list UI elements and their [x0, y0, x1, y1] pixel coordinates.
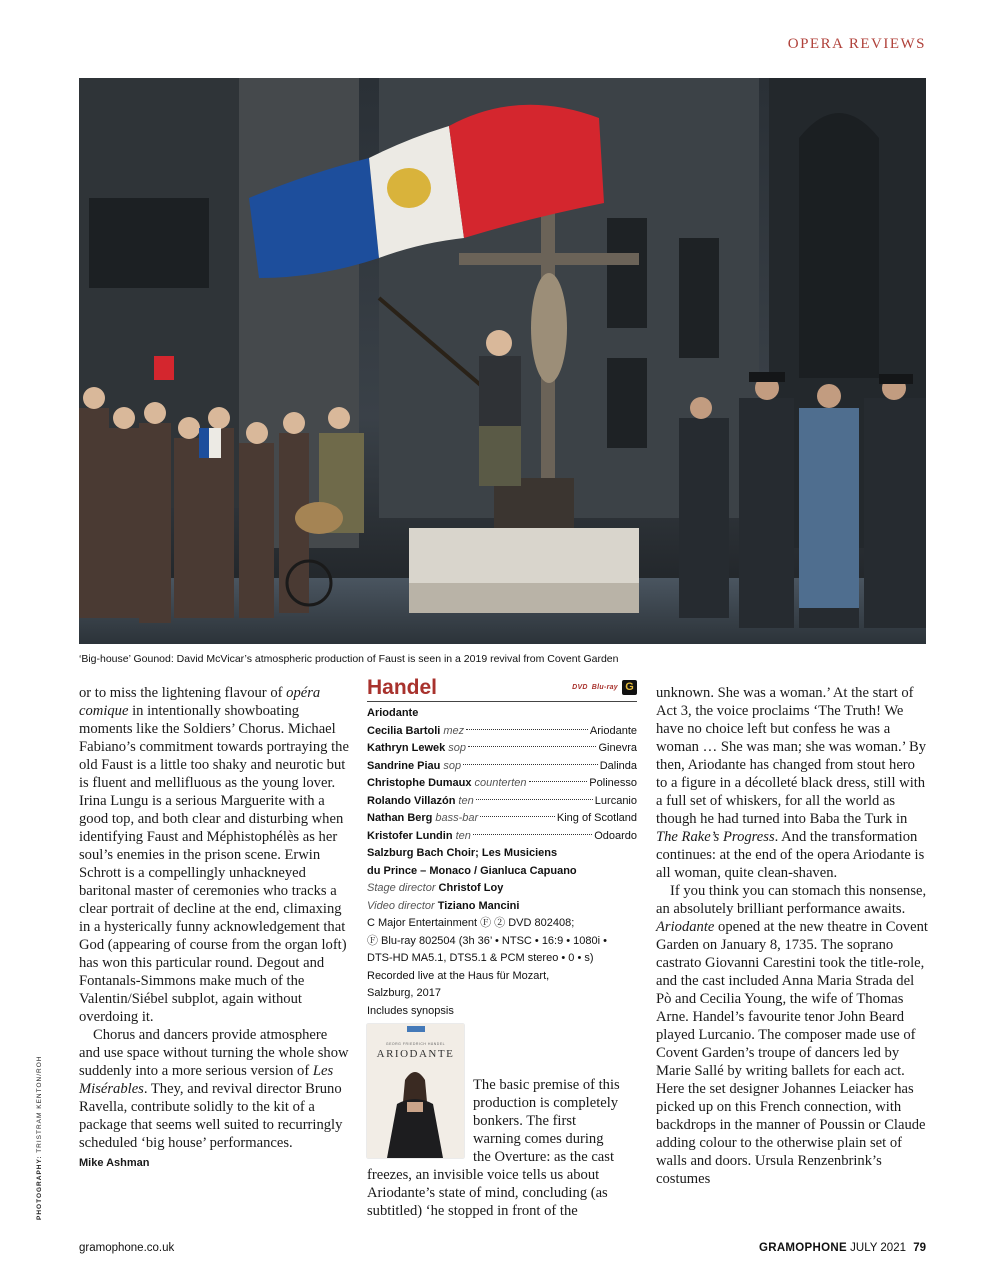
- gramophone-choice-badge-icon: G: [622, 680, 637, 695]
- review-author: Mike Ashman: [79, 1157, 150, 1169]
- release-info-1: C Major Entertainment Ⓕ ② DVD 802408;: [367, 917, 575, 929]
- photo-caption: ‘Big-house’ Gounod: David McVicar’s atmospheric production of Faust is seen in a 2019 revival from Covent Garden: [79, 653, 619, 665]
- stage-director: Stage director Christof Loy: [367, 882, 504, 894]
- page-number: 79: [913, 1242, 926, 1254]
- cast-row: Kristofer Lundin ten Odoardo: [367, 829, 637, 842]
- stage-scene-image: [79, 78, 926, 644]
- cast-row: Kathryn Lewek sop Ginevra: [367, 742, 637, 754]
- issue-date: JULY 2021: [850, 1242, 906, 1254]
- left-paragraph-1: or to miss the lightening flavour of opéra comique in intentionally showboating moments like the Soldiers’ Chorus. Michael Fabiano’s commitment towards portraying the old Faust is a little too shaky and neurotic but is fluent and mellifluous as the young lover. Irina Lungu is a serious Marguerite with a good top, and both clear and disturbing when identifying Faust and Méphistophélès as her soul’s enemies in the prison scene. Erwin Schrott is a compellingly unhackneyed baritonal master of ceremonies who tracks a clear portrait of decline at the end, climaxing in a hysterically funny acknowledgement that God (appearing of course from the organ loft) has won this particular round. Degout and Fontanals-Simmons make much of the Valentin/Siébel subplot, again without overdoing it.: [79, 685, 349, 1025]
- cast-row: Christophe Dumaux counterten Polinesso: [367, 777, 637, 789]
- photo-credit-name: TRISTRAM KENTON/ROH: [36, 1055, 43, 1153]
- composer-name: Handel: [367, 676, 438, 699]
- production-photo: [79, 78, 926, 644]
- section-label: OPERA REVIEWS: [787, 36, 926, 52]
- cast-row: Rolando Villazón ten Lurcanio: [367, 794, 637, 807]
- video-director: Video director Tiziano Mancini: [367, 899, 520, 912]
- footer-folio: [759, 1242, 926, 1254]
- footer-url: gramophone.co.uk: [79, 1242, 175, 1254]
- dvd-icon: DVD: [572, 683, 588, 691]
- includes-synopsis: Includes synopsis: [367, 1004, 454, 1017]
- right-paragraph-1: unknown. She was a woman.’ At the start of Act 3, the voice proclaims ‘The Truth! We have no choice left but confess he was a woman … She was man; she was woman.’ By then, Ariodante has changed from stout hero to a figure in a décolleté black dress, still with a full set of whiskers, for all the world as though he had turned into Baba the Turk in The Rake’s Progress. And the transformation continues: at the end of the opera Ariodante is all woman, quite clean-shaven.: [656, 685, 927, 881]
- cast-row: Cecilia Bartoli mez Ariodante: [367, 724, 637, 737]
- photo-credit-label: PHOTOGRAPHY:: [36, 1155, 43, 1220]
- cover-composer: GEORG FRIEDRICH HÄNDEL: [385, 1042, 446, 1046]
- recorded-info-1: Recorded live at the Haus für Mozart,: [367, 969, 550, 982]
- middle-column-text: The basic premise of this production is completely bonkers. The first warning comes during the Overture: as the cast freezes, an invisible voice tells us about Ariodante’s state of mind, concluding (as subtitled) ‘he stopped in front of the: [367, 1077, 620, 1219]
- review-header: [367, 676, 637, 702]
- cover-title: ARIODANTE: [376, 1048, 455, 1060]
- left-column: [79, 684, 351, 1172]
- ensemble-line-2: du Prince – Monaco / Gianluca Capuano: [367, 864, 577, 877]
- cast-row: Sandrine Piau sop Dalinda: [367, 759, 637, 772]
- format-icons: [572, 679, 637, 697]
- release-info-3: DTS-HD MA5.1, DTS5.1 & PCM stereo • 0 • s): [367, 952, 594, 964]
- bluray-icon: Blu-ray: [591, 683, 618, 691]
- right-column: [656, 684, 928, 1188]
- left-paragraph-2: Chorus and dancers provide atmosphere and use space without turning the whole show suddenly into a more serious version of Les Misérables. They, and revival director Bruno Ravella, contribute solidly to the kit of a package that seems well suited to recurringly scheduled ‘big house’ performances.: [79, 1027, 349, 1151]
- cast-list: [367, 723, 637, 846]
- work-title: Ariodante: [367, 707, 419, 719]
- right-paragraph-2: If you think you can stomach this nonsense, an absolutely brilliant performance awaits. Ariodante opened at the new theatre in Covent Garden on January 8, 1735. The soprano castrato Giovanni Carestini took the title-role, and the cast included Anna Maria Strada del Pò and Cecilia Young, the wife of Thomas Arne. Handel’s favourite tenor John Beard played Lurcanio. The composer made use of Covent Garden’s troupe of dancers led by Marie Sallé by writing ballets for each act. Here the set designer Johannes Leiacker has picked up on this French connection, with backdrops in the manner of Poussin or Claude adding colour to the otherwise plain set of walls and doors. Ursula Renzenbrink’s costumes: [656, 883, 928, 1187]
- magazine-name: GRAMOPHONE: [758, 1242, 847, 1254]
- photo-credit: [36, 1056, 43, 1220]
- ensemble-line-1: Salzburg Bach Choir; Les Musiciens: [367, 847, 558, 859]
- release-info-2: Ⓕ Blu-ray 802504 (3h 36’ • NTSC • 16:9 • 1080i •: [367, 934, 608, 947]
- cast-row: Nathan Berg bass-bar King of Scotland: [367, 812, 637, 824]
- recorded-info-2: Salzburg, 2017: [367, 987, 441, 999]
